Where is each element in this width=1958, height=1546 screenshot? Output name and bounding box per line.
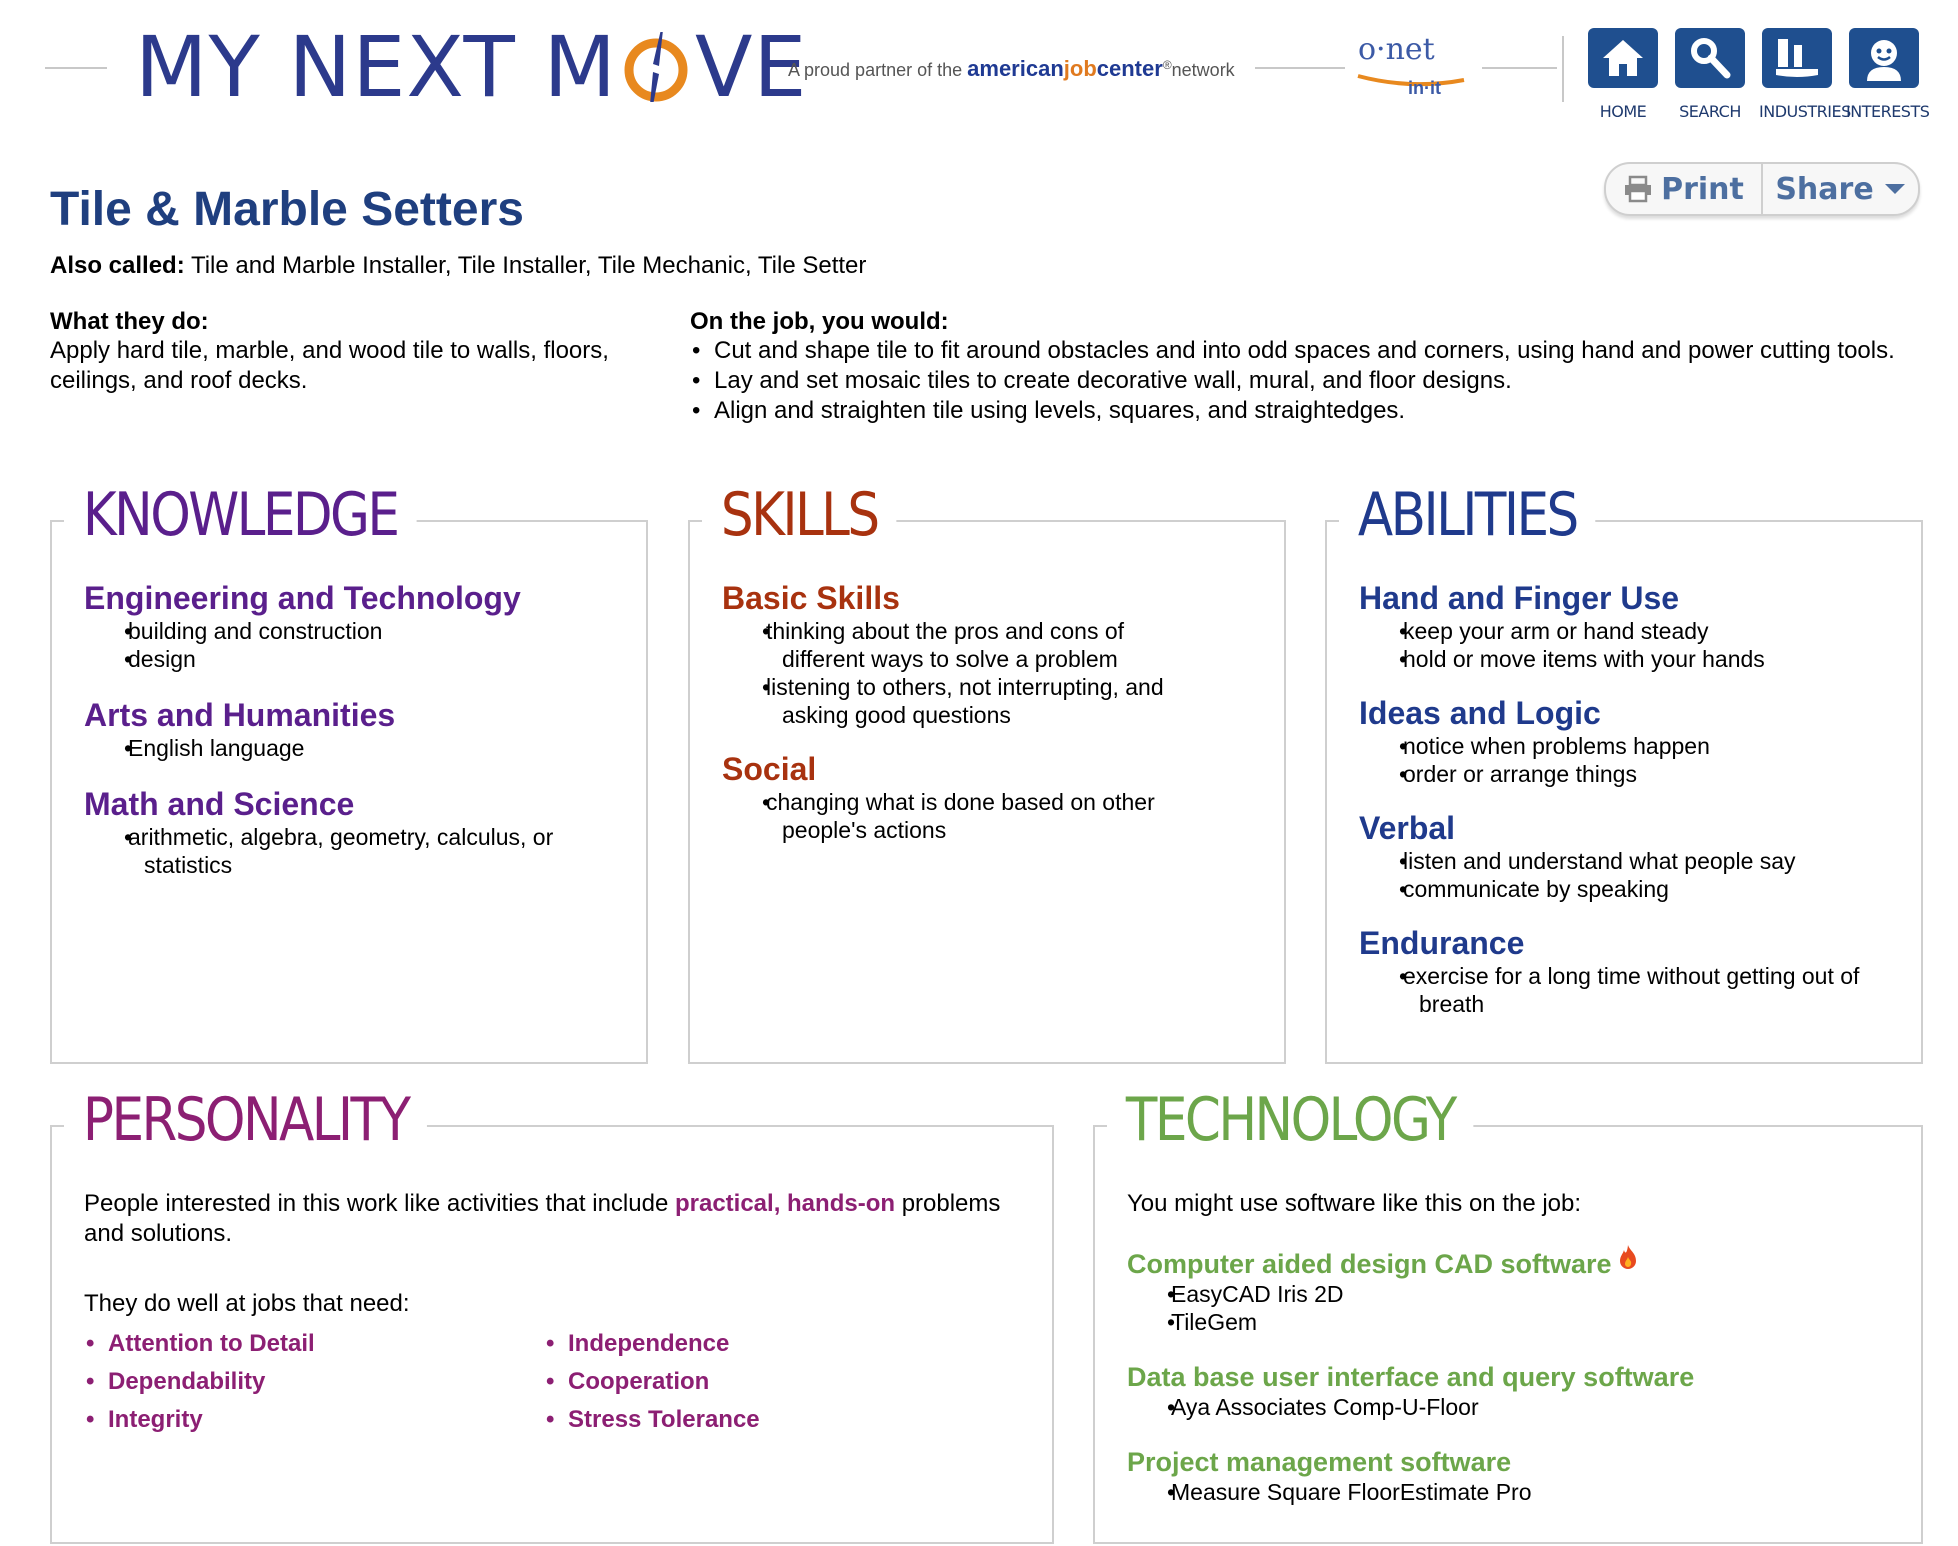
skills-category[interactable]: Basic Skills [722, 580, 900, 616]
list-item: • keep your arm or hand steady [1359, 617, 1899, 645]
skills-list [722, 580, 1222, 844]
knowledge-category[interactable]: Math and Science [84, 786, 355, 822]
list-item: • Align and straighten tile using levels, squares, and straightedges. [690, 396, 1910, 426]
technology-list [1127, 1243, 1887, 1506]
header-rule-left [45, 67, 107, 69]
list-item: • Lay and set mosaic tiles to create decorative wall, mural, and floor designs. [690, 366, 1910, 396]
list-item: • Aya Associates Comp-U-Floor [1127, 1393, 1887, 1421]
ajc-brand-3: center [1096, 56, 1163, 81]
interest-link[interactable]: practical, hands-on [674, 1190, 896, 1217]
on-the-job-label: On the job, you would: [690, 308, 949, 335]
abilities-list [1359, 580, 1899, 1018]
share-label: Share [1775, 171, 1874, 207]
software-category[interactable]: Data base user interface and query software [1127, 1362, 1695, 1392]
abilities-category[interactable]: Endurance [1359, 925, 1525, 961]
industries-icon [1762, 28, 1832, 88]
partner-suffix: network [1171, 60, 1235, 80]
also-called-value: Tile and Marble Installer, Tile Installer, Tile Mechanic, Tile Setter [190, 252, 867, 279]
software-category-row [1127, 1243, 1887, 1280]
nav-home-label: HOME [1599, 102, 1647, 121]
personality-well-label: They do well at jobs that need: [84, 1290, 410, 1317]
list-item: • communicate by speaking [1359, 875, 1899, 903]
share-button[interactable] [1763, 164, 1918, 214]
trait-link[interactable]: • Independence [544, 1325, 964, 1363]
skills-title: SKILLS [702, 480, 896, 550]
trait-link[interactable]: • Integrity [84, 1401, 504, 1439]
list-item: • Measure Square FloorEstimate Pro [1127, 1478, 1887, 1506]
also-called [50, 252, 866, 280]
skills-items [722, 617, 1182, 729]
software-category[interactable]: Project management software [1127, 1447, 1512, 1477]
nav-industries[interactable] [1759, 28, 1851, 121]
what-they-do [50, 308, 610, 396]
knowledge-title: KNOWLEDGE [64, 480, 416, 550]
technology-title: TECHNOLOGY [1107, 1085, 1474, 1155]
personality-intro-suffix: problems and solutions. [84, 1190, 1001, 1247]
list-item: • English language [84, 734, 624, 762]
chevron-down-icon [1884, 182, 1906, 196]
traits-col-2 [544, 1325, 964, 1439]
list-item: • notice when problems happen [1359, 732, 1899, 760]
partner-prefix: A proud partner of the [788, 60, 963, 80]
knowledge-category[interactable]: Arts and Humanities [84, 697, 396, 733]
what-they-do-label: What they do: [50, 308, 209, 335]
list-item: • EasyCAD Iris 2D [1127, 1280, 1887, 1308]
abilities-items [1359, 617, 1899, 673]
also-called-label: Also called: [50, 252, 185, 279]
list-item: • building and construction [84, 617, 624, 645]
skills-items [722, 788, 1182, 844]
list-item: • Cut and shape tile to fit around obstacles and into odd spaces and corners, using hand and power cutting tools. [690, 336, 1910, 366]
knowledge-items [84, 823, 584, 879]
list-item: • exercise for a long time without getting out of breath [1359, 962, 1879, 1018]
logo-text-left: MY NEXT M [135, 18, 617, 116]
interests-icon [1849, 28, 1919, 88]
nav-home[interactable] [1585, 28, 1661, 121]
onet-logo[interactable] [1350, 32, 1480, 112]
software-items [1127, 1393, 1887, 1421]
personality-panel [50, 1085, 1054, 1544]
abilities-title: ABILITIES [1339, 480, 1596, 550]
on-the-job [690, 308, 1910, 426]
software-items [1127, 1478, 1887, 1506]
ajc-brand-1: american [967, 56, 1064, 81]
knowledge-panel [50, 480, 648, 1064]
list-item: • thinking about the pros and cons of different ways to solve a problem [722, 617, 1182, 673]
ajc-brand [967, 56, 1163, 81]
personality-title: PERSONALITY [64, 1085, 427, 1155]
print-button[interactable] [1606, 164, 1761, 214]
nav-search-label: SEARCH [1679, 102, 1741, 121]
knowledge-items [84, 617, 624, 673]
header-rule-right [1482, 67, 1557, 69]
on-the-job-list [690, 336, 1910, 426]
abilities-items [1359, 847, 1899, 903]
print-label: Print [1661, 171, 1744, 207]
skills-category[interactable]: Social [722, 751, 817, 787]
list-item: • changing what is done based on other people's actions [722, 788, 1182, 844]
hot-technology-icon[interactable] [1616, 1243, 1640, 1271]
header-rule-mid [1255, 67, 1345, 69]
site-logo[interactable] [135, 18, 808, 116]
what-they-do-text: Apply hard tile, marble, and wood tile to walls, floors, ceilings, and roof decks. [50, 337, 609, 394]
software-category[interactable]: Computer aided design CAD software [1127, 1249, 1612, 1279]
partner-tagline[interactable]: A proud partner of the americanjobcenter®network [788, 56, 1235, 81]
abilities-items [1359, 962, 1879, 1018]
personality-intro [84, 1189, 1014, 1249]
ajc-brand-2: job [1063, 56, 1097, 81]
abilities-category[interactable]: Verbal [1359, 810, 1456, 846]
compass-icon [617, 18, 695, 116]
software-items [1127, 1280, 1887, 1336]
trait-link[interactable]: • Cooperation [544, 1363, 964, 1401]
list-item: • arithmetic, algebra, geometry, calculus, or statistics [84, 823, 584, 879]
onet-text: o·net [1358, 32, 1435, 67]
list-item: • design [84, 645, 624, 673]
trait-link[interactable]: • Attention to Detail [84, 1325, 504, 1363]
list-item: • TileGem [1127, 1308, 1887, 1336]
header-divider [1562, 36, 1564, 102]
personality-intro-prefix: People interested in this work like activities that include [84, 1190, 669, 1217]
abilities-panel [1325, 480, 1923, 1064]
nav-industries-label: INDUSTRIES [1759, 102, 1851, 121]
knowledge-list [84, 580, 624, 879]
trait-link[interactable]: • Dependability [84, 1363, 504, 1401]
home-icon [1588, 28, 1658, 88]
list-item: • hold or move items with your hands [1359, 645, 1899, 673]
printer-icon [1623, 175, 1653, 203]
abilities-items [1359, 732, 1899, 788]
search-icon [1675, 28, 1745, 88]
skills-panel [688, 480, 1286, 1064]
technology-intro: You might use software like this on the job: [1127, 1190, 1582, 1217]
logo-text-right: VE [694, 18, 808, 116]
nav-interests[interactable] [1846, 28, 1930, 121]
abilities-category[interactable]: Ideas and Logic [1359, 695, 1601, 731]
onet-sub: in·it [1408, 78, 1441, 98]
nav-search[interactable] [1672, 28, 1748, 121]
nav-interests-label: INTERESTS [1846, 102, 1930, 121]
list-item: • listen and understand what people say [1359, 847, 1899, 875]
knowledge-category[interactable]: Engineering and Technology [84, 580, 521, 616]
list-item: • listening to others, not interrupting, and asking good questions [722, 673, 1182, 729]
page-title: Tile & Marble Setters [50, 183, 524, 236]
list-item: • order or arrange things [1359, 760, 1899, 788]
print-share-group [1604, 162, 1920, 216]
traits-col-1 [84, 1325, 504, 1439]
knowledge-items [84, 734, 624, 762]
trait-link[interactable]: • Stress Tolerance [544, 1401, 964, 1439]
technology-panel [1093, 1085, 1923, 1544]
abilities-category[interactable]: Hand and Finger Use [1359, 580, 1680, 616]
